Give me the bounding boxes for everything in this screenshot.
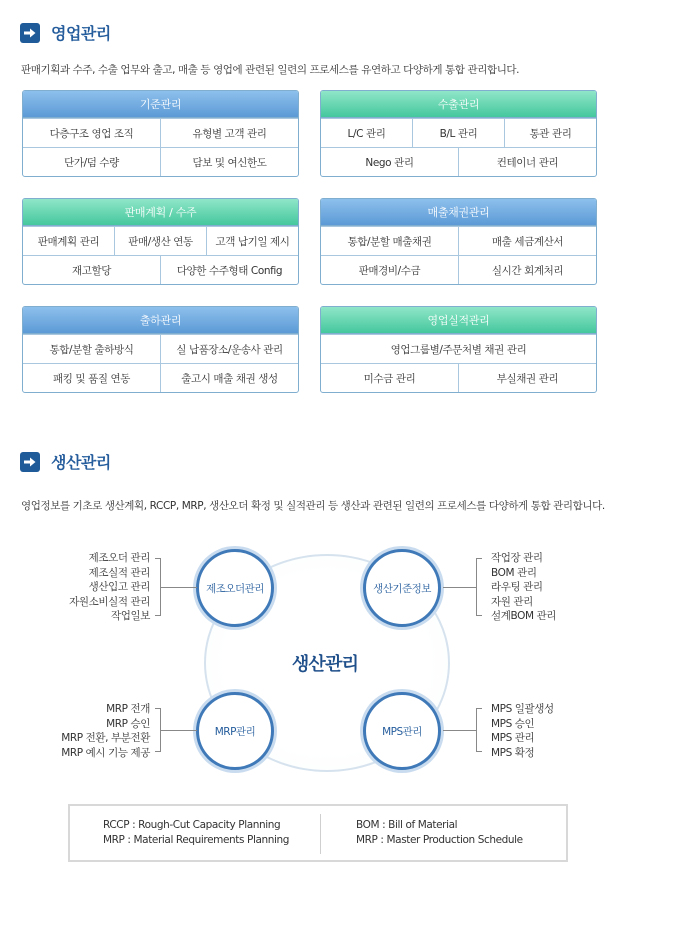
box-row	[23, 147, 298, 176]
node-manufacturing-order	[196, 549, 274, 627]
box-title: 매출채권관리	[321, 199, 596, 226]
box-cell: 실시간 회계처리	[458, 256, 596, 284]
production-description: 영업정보를 기초로 생산계획, RCCP, MRP, 생산오더 확정 및 실적관리 등 생산과 관련된 일련의 프로세스를 다양하게 통합 관리합니다.	[21, 500, 605, 512]
production-diagram	[0, 530, 700, 780]
node-label: 제조오더관리	[206, 582, 264, 595]
node-mps	[363, 692, 441, 770]
legend-left	[103, 818, 289, 847]
box-cell: 통합/분할 매출채권	[347, 235, 432, 248]
legend-item: MRP : Material Requirements Planning	[103, 833, 290, 846]
box-cell: 재고할당	[72, 264, 111, 277]
box-sales-planning	[22, 198, 299, 285]
list-item: 라우팅 관리	[491, 581, 543, 593]
node-label: MRP관리	[214, 725, 256, 738]
box-shipping-management	[22, 306, 299, 393]
production-title: 생산관리	[51, 453, 111, 472]
connector-line	[161, 587, 197, 588]
connector-line	[161, 730, 197, 731]
box-title: 영업실적관리	[321, 307, 596, 334]
list-item: MPS 승인	[491, 717, 535, 730]
sales-description: 판매기획과 수주, 수출 업무와 출고, 매출 등 영업에 관련된 일련의 프로세스를 유연하고 다양하게 통합 관리합니다.	[21, 64, 520, 76]
connector-line	[443, 587, 476, 588]
list-item: 작업장 관리	[491, 552, 543, 564]
list-item: 자원 관리	[491, 595, 533, 608]
box-cell: B/L 관리	[412, 119, 504, 147]
box-cell: 출고시 매출 채권 생성	[160, 364, 298, 392]
box-standard-management	[22, 90, 299, 177]
box-title: 출하관리	[23, 307, 298, 334]
arrow-right-icon	[20, 23, 40, 43]
box-cell: 담보 및 여신한도	[160, 148, 298, 176]
arrow-right-icon	[20, 452, 40, 472]
sales-section-header	[20, 21, 111, 44]
list-item: MPS 일괄생성	[491, 703, 554, 715]
legend-right	[356, 818, 523, 847]
box-row	[321, 363, 596, 392]
list-production-master-data	[491, 551, 556, 624]
box-cell: 판매계획 관리	[37, 235, 100, 248]
node-label: MPS관리	[382, 725, 422, 738]
node-mrp	[196, 692, 274, 770]
box-cell: 판매/생산 연동	[114, 227, 206, 255]
box-row	[23, 255, 298, 284]
list-item: 생산입고 관리	[88, 581, 150, 593]
box-row	[23, 226, 298, 255]
box-cell: 부실채권 관리	[458, 364, 596, 392]
node-label: 생산기준정보	[373, 582, 431, 595]
box-cell: 실 납품장소/운송사 관리	[160, 335, 298, 363]
box-cell: 통관 관리	[504, 119, 596, 147]
box-row	[23, 118, 298, 147]
legend-divider	[320, 814, 321, 854]
box-cell: 판매경비/수금	[358, 264, 421, 277]
box-row	[321, 334, 596, 363]
connector-line	[443, 730, 476, 731]
box-title: 수출관리	[321, 91, 596, 118]
list-item: 설계BOM 관리	[491, 610, 557, 622]
box-row	[321, 118, 596, 147]
box-row	[23, 363, 298, 392]
box-receivables-management	[320, 198, 597, 285]
box-title: 기준관리	[23, 91, 298, 118]
box-cell: 컨테이너 관리	[458, 148, 596, 176]
box-row	[321, 255, 596, 284]
box-cell: 유형별 고객 관리	[160, 119, 298, 147]
box-row	[23, 334, 298, 363]
list-item: MRP 예시 기능 제공	[61, 746, 150, 759]
list-item: BOM 관리	[491, 566, 537, 579]
list-manufacturing-order	[69, 551, 150, 624]
bracket	[476, 558, 482, 616]
legend-item: MRP : Master Production Schedule	[356, 833, 523, 846]
box-title: 판매계획 / 수주	[23, 199, 298, 226]
legend-item: BOM : Bill of Material	[356, 819, 458, 831]
box-cell: 다양한 수주형태 Config	[160, 256, 298, 284]
list-item: MRP 전환, 부분전환	[61, 732, 150, 744]
sales-title: 영업관리	[51, 24, 111, 43]
node-production-master-data	[363, 549, 441, 627]
box-export-management	[320, 90, 597, 177]
production-section-header	[20, 450, 111, 473]
box-cell: 패킹 및 품질 연동	[52, 372, 130, 385]
list-item: MRP 승인	[106, 717, 150, 730]
list-mps	[491, 702, 554, 760]
box-row	[321, 147, 596, 176]
box-cell: 단가/덤 수량	[64, 156, 119, 169]
box-cell: 미수금 관리	[363, 372, 416, 385]
box-sales-performance	[320, 306, 597, 393]
list-item: MPS 관리	[491, 732, 535, 744]
list-item: 제조오더 관리	[88, 552, 150, 564]
box-cell: Nego 관리	[365, 156, 414, 169]
box-cell: L/C 관리	[347, 127, 386, 140]
box-row	[321, 226, 596, 255]
legend-item: RCCP : Rough-Cut Capacity Planning	[103, 819, 281, 831]
list-item: MPS 확정	[491, 746, 535, 759]
center-label: 생산관리	[291, 654, 359, 675]
box-cell: 통합/분할 출하방식	[49, 343, 134, 356]
box-cell: 매출 세금계산서	[458, 227, 596, 255]
box-cell: 고객 납기일 제시	[206, 227, 298, 255]
bracket	[476, 708, 482, 752]
list-item: 작업일보	[111, 610, 150, 622]
list-mrp	[61, 702, 150, 760]
abbreviation-legend	[68, 804, 568, 862]
list-item: MRP 전개	[106, 703, 150, 715]
list-item: 제조실적 관리	[88, 566, 150, 579]
list-item: 자원소비실적 관리	[69, 595, 150, 608]
box-cell: 다층구조 영업 조직	[49, 127, 134, 140]
box-cell: 영업그룹별/주문처별 채권 관리	[390, 343, 527, 356]
